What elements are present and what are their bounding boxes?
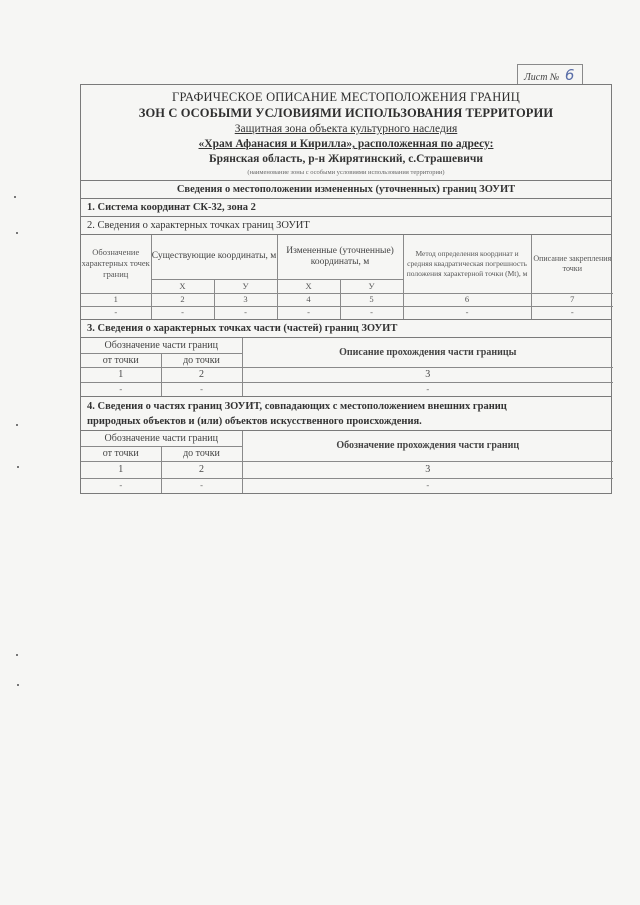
s4-number-row — [81, 461, 613, 478]
s3-col-group: Обозначение части границ — [81, 338, 242, 353]
s4-table-wrap — [81, 430, 611, 493]
title-line-2: ЗОН С ОСОБЫМИ УСЛОВИЯМИ ИСПОЛЬЗОВАНИЯ ТЕРРИТОРИИ — [138, 106, 554, 120]
table-cell: 3 — [242, 461, 613, 478]
scan-speck — [17, 466, 19, 468]
table-cell: 7 — [531, 293, 613, 306]
s4-title — [81, 396, 611, 430]
table-row — [81, 478, 613, 493]
table-cell: 1 — [81, 367, 161, 382]
s3-col-to: до точки — [161, 353, 242, 367]
table-cell: - — [531, 306, 613, 319]
s4-table — [81, 431, 613, 493]
zone-name-line-2: «Храм Афанасия и Кирилла», расположенная по адресу: — [198, 138, 494, 150]
table-cell: - — [214, 306, 277, 319]
scan-speck — [17, 684, 19, 686]
table-cell: - — [242, 478, 613, 493]
s4-title-line-2: природных объектов и (или) объектов искусственного происхождения. — [87, 416, 422, 427]
table-cell: 1 — [81, 293, 151, 306]
sheet-number-box — [517, 64, 583, 84]
s2-title: 2. Сведения о характерных точках границ ЗОУИТ — [81, 216, 611, 234]
s2-number-row — [81, 293, 613, 306]
table-cell: 5 — [340, 293, 403, 306]
table-cell: - — [277, 306, 340, 319]
col-changed-header: Измененные (уточненные) координаты, м — [277, 235, 403, 279]
col-x-changed: X — [277, 279, 340, 293]
form-header — [81, 85, 611, 180]
table-cell: 3 — [242, 367, 613, 382]
table-cell: 3 — [214, 293, 277, 306]
table-cell: 6 — [403, 293, 531, 306]
table-row — [81, 382, 613, 396]
s3-col-desc: Описание прохождения части границы — [242, 338, 613, 367]
table-cell: - — [340, 306, 403, 319]
s3-title: 3. Сведения о характерных точках части (частей) границ ЗОУИТ — [81, 319, 611, 337]
s2-table-wrap — [81, 234, 611, 319]
scan-speck — [16, 424, 18, 426]
zone-address: Брянская область, р-н Жирятинский, с.Страшевичи — [208, 153, 484, 165]
table-cell: - — [161, 382, 242, 396]
table-cell: - — [81, 382, 161, 396]
table-cell: - — [151, 306, 214, 319]
s3-table-wrap — [81, 337, 611, 396]
zone-name-line-1: Защитная зона объекта культурного наследия — [234, 123, 458, 135]
table-cell: - — [81, 306, 151, 319]
table-cell: 2 — [151, 293, 214, 306]
scan-speck — [14, 196, 16, 198]
col-existing-header: Существующие координаты, м — [151, 235, 277, 279]
col-method-header: Метод определения координат и средняя квадратическая погрешность положения характерной точки (Mt), м — [403, 235, 531, 293]
s1-coordinate-system: 1. Система координат СК-32, зона 2 — [81, 198, 611, 216]
title-line-1: ГРАФИЧЕСКОЕ ОПИСАНИЕ МЕСТОПОЛОЖЕНИЯ ГРАНИЦ — [172, 90, 520, 104]
section-title: Сведения о местоположении измененных (уточненных) границ ЗОУИТ — [81, 180, 611, 198]
col-desc-header: Описание закрепления точки — [531, 235, 613, 293]
s4-col-group: Обозначение части границ — [81, 431, 242, 446]
zone-caption: (наименование зоны с особыми условиями использования территории) — [247, 169, 445, 176]
table-cell: - — [161, 478, 242, 493]
table-cell: 1 — [81, 461, 161, 478]
s3-number-row — [81, 367, 613, 382]
col-y-existing: У — [214, 279, 277, 293]
table-cell: 4 — [277, 293, 340, 306]
col-points-header: Обозначение характерных точек границ — [81, 235, 151, 293]
s4-col-from: от точки — [81, 446, 161, 461]
table-cell: - — [242, 382, 613, 396]
s3-col-from: от точки — [81, 353, 161, 367]
table-cell: 2 — [161, 367, 242, 382]
table-cell: - — [403, 306, 531, 319]
scan-speck — [16, 654, 18, 656]
form-frame — [80, 84, 612, 494]
scan-speck — [16, 232, 18, 234]
table-row — [81, 306, 613, 319]
sheet-label: Лист № — [524, 72, 560, 83]
s2-table — [81, 235, 613, 319]
s4-title-line-1: 4. Сведения о частях границ ЗОУИТ, совпадающих с местоположением внешних границ — [87, 401, 507, 412]
s4-col-desc: Обозначение прохождения части границ — [242, 431, 613, 461]
table-cell: 2 — [161, 461, 242, 478]
s3-table — [81, 338, 613, 396]
col-x-existing: X — [151, 279, 214, 293]
s4-col-to: до точки — [161, 446, 242, 461]
table-cell: - — [81, 478, 161, 493]
col-y-changed: У — [340, 279, 403, 293]
sheet-number: 6 — [564, 66, 575, 84]
